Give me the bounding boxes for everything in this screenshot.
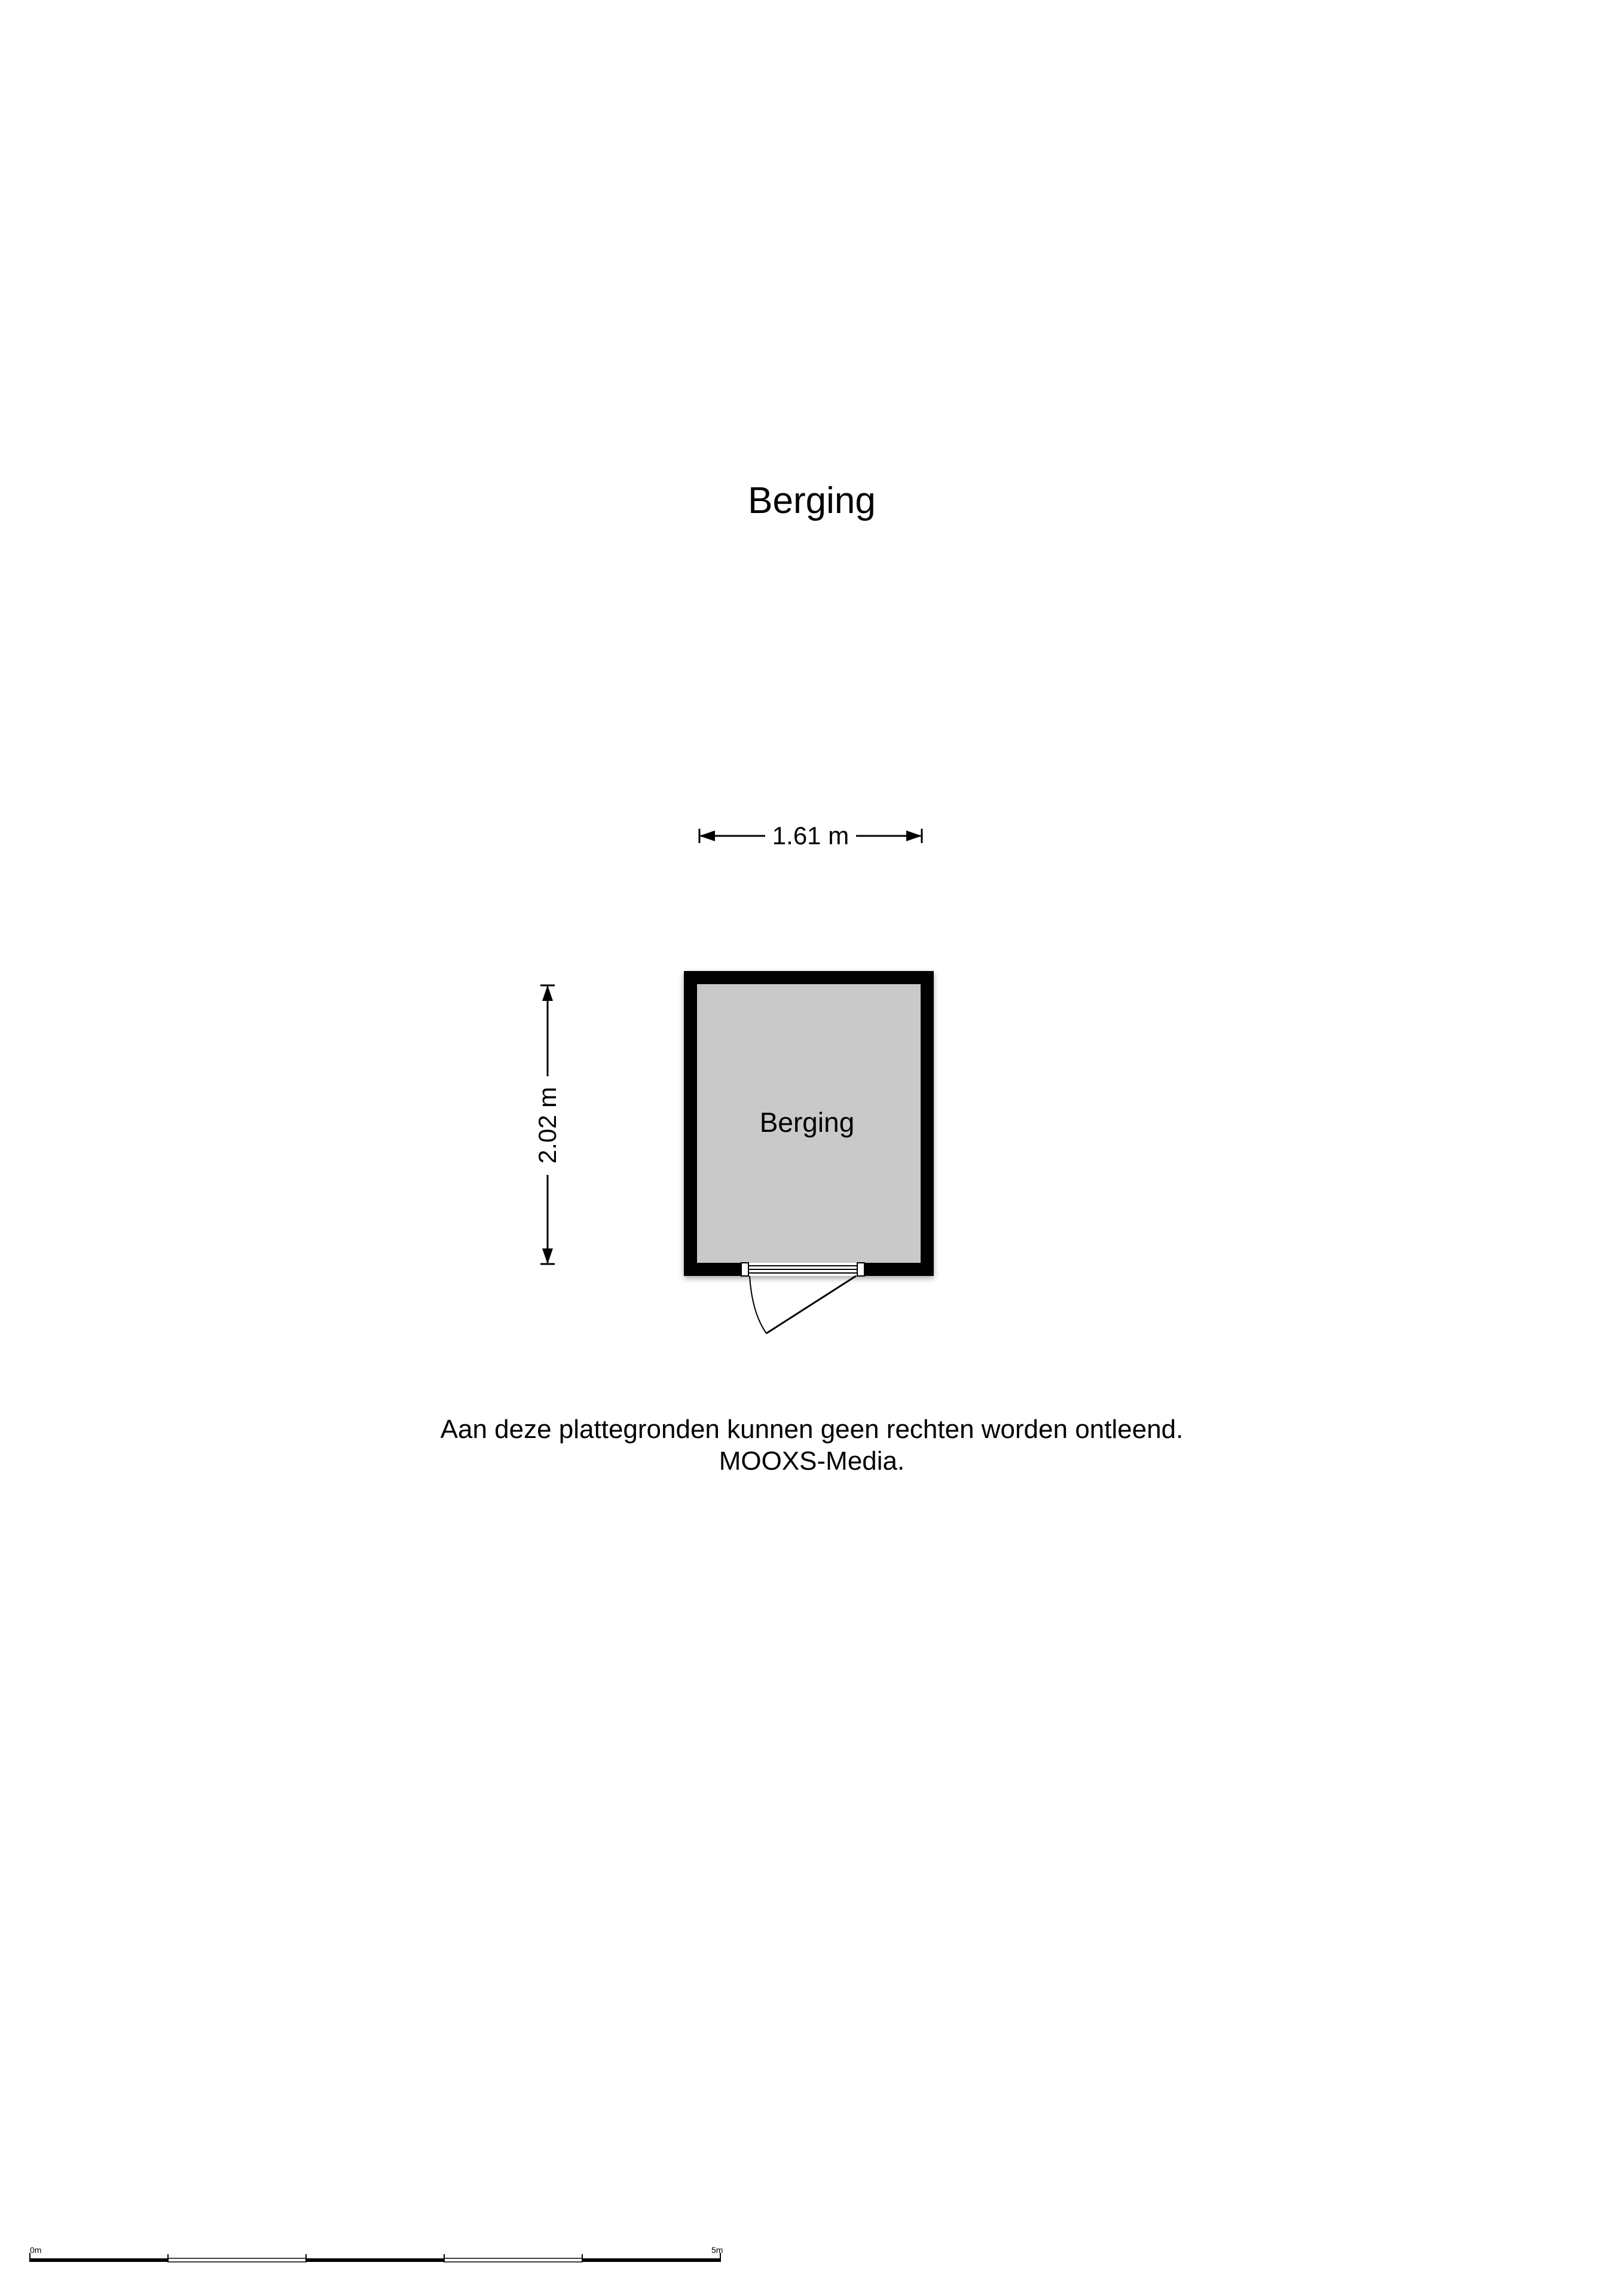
room-berging bbox=[684, 971, 934, 1333]
room-label: Berging bbox=[759, 1107, 855, 1138]
door-jamb-right bbox=[857, 1263, 864, 1276]
arrow-down-icon bbox=[542, 1248, 553, 1264]
arrow-up-icon bbox=[542, 985, 553, 1001]
scale-start-label: 0m bbox=[30, 2245, 42, 2255]
arrow-left-icon bbox=[699, 831, 715, 841]
arrow-right-icon bbox=[906, 831, 922, 841]
scale-bar bbox=[30, 2245, 723, 2262]
scale-end-label: 5m bbox=[711, 2245, 723, 2255]
depth-label: 2.02 m bbox=[533, 1086, 561, 1164]
page-title: Berging bbox=[748, 480, 876, 521]
door-leaf bbox=[766, 1276, 856, 1333]
width-label: 1.61 m bbox=[772, 822, 849, 850]
disclaimer-line-1: Aan deze plattegronden kunnen geen rechten worden ontleend. bbox=[440, 1415, 1184, 1444]
disclaimer-line-2: MOOXS-Media. bbox=[719, 1446, 905, 1476]
width-dimension bbox=[699, 822, 922, 850]
door-jamb-left bbox=[741, 1263, 748, 1276]
door-swing-arc bbox=[750, 1276, 766, 1333]
depth-dimension bbox=[533, 985, 561, 1264]
